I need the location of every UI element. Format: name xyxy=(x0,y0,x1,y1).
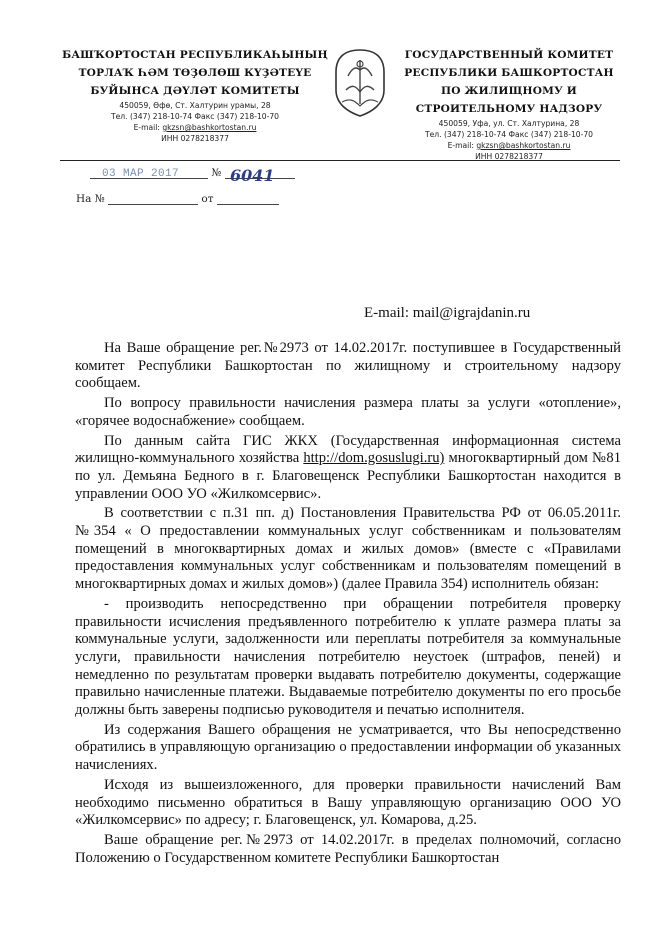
paragraph-4: В соответствии с п.31 пп. д) Постановления Правительства РФ от 06.05.2011г. №354 « О предоставлении коммунальных услуг собственникам и пользователям помещений в многоквартирных домах и жилых домов» (вместе с «Правилами предоставления коммунальных услуг собственникам и пользователям помещений в многоквартирных домах и жилых домов») (далее Правила 354) исполнитель обязан: xyxy=(75,505,621,593)
outgoing-number-label: № xyxy=(211,167,222,179)
letter-body xyxy=(75,340,621,869)
paragraph-8: Ваше обращение рег.№2973 от 14.02.2017г. в пределах полномочий, согласно Положению о Государственном комитете Республики Башкортостан xyxy=(75,831,621,866)
header-right-address: 450059, Уфа, ул. Ст. Халтурина, 28 xyxy=(438,119,580,128)
gis-link[interactable]: http://dom.gosuslugi.ru) xyxy=(303,450,445,467)
paragraph-6: Из содержания Вашего обращения не усматривается, что Вы непосредственно обратились в управляющую организацию о предоставлении информации об указанных начислениях. xyxy=(75,721,621,774)
header-right-email[interactable]: gkzsn@bashkortostan.ru xyxy=(476,141,571,150)
paragraph-1: На Ваше обращение рег.№2973 от 14.02.2017г. поступившее в Государственный комитет Республики Башкортостан по жилищному и строительному надзору сообщаем. xyxy=(75,340,621,392)
header-right-inn: ИНН 0278218377 xyxy=(475,152,543,161)
header-left-title-1: БАШҠОРТОСТАН РЕСПУБЛИКАҺЫНЫҢ xyxy=(62,49,328,61)
header-right-title-1: ГОСУДАРСТВЕННЫЙ КОМИТЕТ xyxy=(404,49,614,61)
header-left-bashkir xyxy=(60,46,330,144)
paragraph-7: Исходя из вышеизложенного, для проверки правильности начислений Вам необходимо письменно обратиться в Вашу управляющую организацию ООО УО «Жилкомсервис» по адресу; г. Благовещенск, ул. Комарова, д.25. xyxy=(75,776,621,829)
incoming-ref-line xyxy=(76,192,279,205)
paragraph-5: - производить непосредственно при обращении потребителя проверку правильности исчисления предъявленного потребителю к уплате размера платы за коммунальные услуги, задолженности или переплаты потребителя за коммунальные услуги, правильности начисления потребителю неустоек (штрафов, пеней) и немедленно по результатам проверки выдавать потребителю документы, содержащие правильно начисленные платежи. Выдаваемые потребителю документы по его просьбе должны быть заверены подписью руководителя и печатью исполнителя. xyxy=(75,595,621,719)
header-left-inn: ИНН 0278218377 xyxy=(161,134,229,143)
gis-text-before: По данным сайта ГИС ЖКХ (Государственная информационная система жилищно-коммунального хозяйства xyxy=(75,432,621,467)
header-right-phone: Тел. (347) 218-10-74 Факс (347) 218-10-70 xyxy=(424,130,594,139)
incoming-na-label: На № xyxy=(76,193,105,205)
handwritten-number: 6041 xyxy=(230,166,275,185)
paragraph-3-gis xyxy=(75,433,621,504)
header-left-email-label: E-mail: xyxy=(133,123,163,132)
incoming-ot-label: от xyxy=(201,193,214,205)
header-right-title-3: ПО ЖИЛИЩНОМУ И xyxy=(441,85,577,97)
header-divider xyxy=(60,160,620,161)
gis-text-after: многоквартирный дом №81 по ул. Демьяна Бедного в г. Благовещенск Республики Башкортостан находится в управлении ООО УО «Жилкомсервис». xyxy=(75,450,622,502)
header-right-email-line xyxy=(398,140,620,151)
header-left-email[interactable]: gkzsn@bashkortostan.ru xyxy=(162,123,257,132)
header-right-title-2: РЕСПУБЛИКИ БАШКОРТОСТАН xyxy=(404,67,614,79)
paragraph-2: По вопросу правильности начисления размера платы за услуги «отопление», «горячее водоснабжение» сообщаем. xyxy=(75,395,621,429)
header-right-russian xyxy=(398,46,620,162)
incoming-date-line xyxy=(217,192,279,205)
incoming-number-line xyxy=(108,192,198,205)
header-left-phone: Тел. (347) 218-10-74 Факс (347) 218-10-70 xyxy=(110,112,280,121)
header-left-title-3: БУЙЫНСА ДӘҮЛӘТ КОМИТЕТЫ xyxy=(90,85,300,97)
header-left-address: 450059, Өфө, Ст. Халтурин урамы, 28 xyxy=(119,101,271,110)
date-stamp: 03 МАР 2017 xyxy=(102,168,180,180)
recipient-email: E-mail: mail@igrajdanin.ru xyxy=(364,305,531,321)
header-right-email-label: E-mail: xyxy=(447,141,477,150)
republic-emblem-icon xyxy=(328,46,392,118)
header-left-email-line xyxy=(60,122,330,133)
header-left-title-2: ТОРЛАҠ ҺӘМ ТӨҘӨЛӨШ КҮҘӘТЕҮЕ xyxy=(78,67,312,79)
header-right-title-4: СТРОИТЕЛЬНОМУ НАДЗОРУ xyxy=(415,103,603,115)
